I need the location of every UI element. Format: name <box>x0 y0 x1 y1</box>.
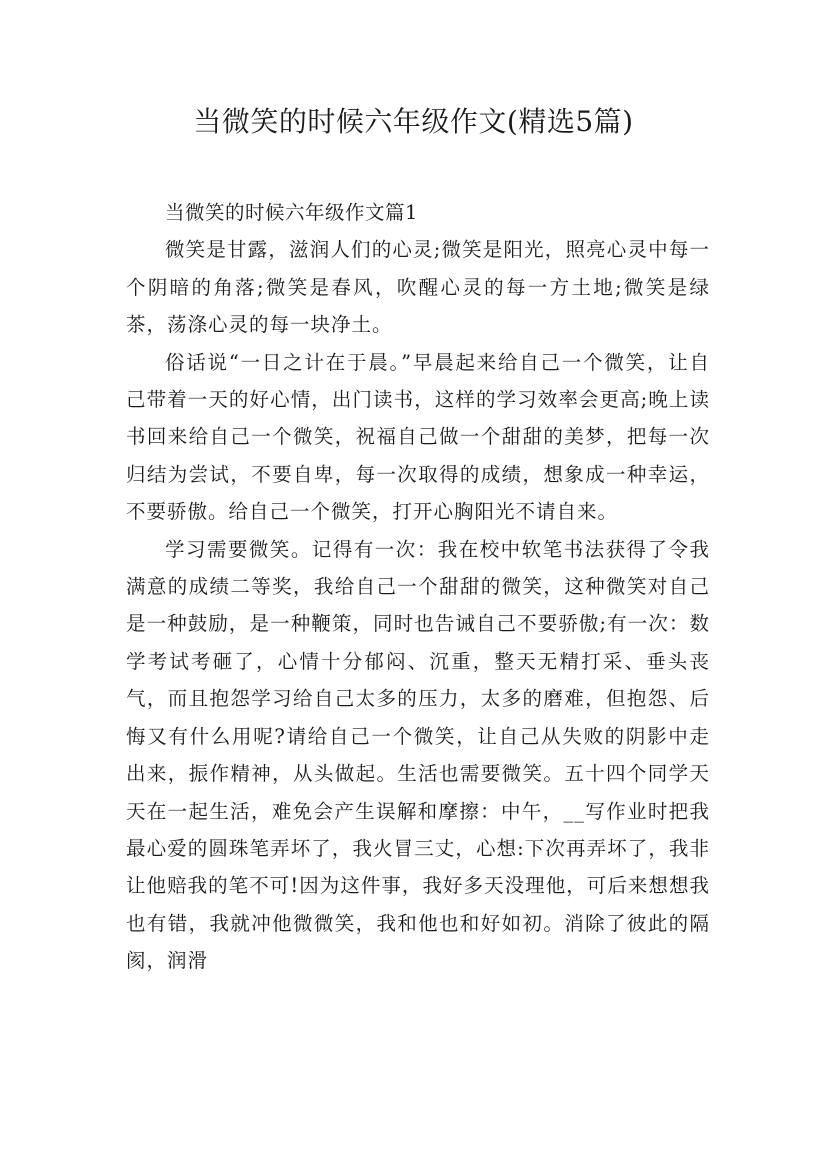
paragraph-1: 微笑是甘露，滋润人们的心灵;微笑是阳光，照亮心灵中每一个阴暗的角落;微笑是春风，吹醒心灵的每一方土地;微笑是绿茶，荡涤心灵的每一块净土。 <box>126 238 710 337</box>
paragraph-3: 学习需要微笑。记得有一次：我在校中软笔书法获得了令我满意的成绩二等奖，我给自己一个甜甜的微笑，这种微笑对自己是一种鼓励，是一种鞭策，同时也告诫自己不要骄傲;有一次：数学考试考砸了，心情十分郁闷、沉重，整天无精打采、垂头丧气，而且抱怨学习给自己太多的压力，太多的磨难，但抱怨、后悔又有什么用呢?请给自己一个微笑，让自己从失败的阴影中走出来，振作精神，从头做起。生活也需要微笑。五十四个同学天天在一起生活，难免会产生误解和摩擦：中午，__写作业时把我最心爱的圆珠笔弄坏了，我火冒三丈，心想:下次再弄坏了，我非让他赔我的笔不可!因为这件事，我好多天没理他，可后来想想我也有错，我就冲他微微笑，我和他也和好如初。消除了彼此的隔阂，润滑 <box>126 537 710 973</box>
document-body <box>126 194 710 980</box>
paragraph-2: 俗话说“一日之计在于晨。”早晨起来给自己一个微笑，让自己带着一天的好心情，出门读书，这样的学习效率会更高;晚上读书回来给自己一个微笑，祝福自己做一个甜甜的美梦，把每一次归结为尝试，不要自卑，每一次取得的成绩，想象成一种幸运，不要骄傲。给自己一个微笑，打开心胸阳光不请自来。 <box>126 350 710 524</box>
document-title: 当微笑的时候六年级作文(精选5篇) <box>193 105 634 138</box>
section-heading: 当微笑的时候六年级作文篇1 <box>165 201 418 224</box>
